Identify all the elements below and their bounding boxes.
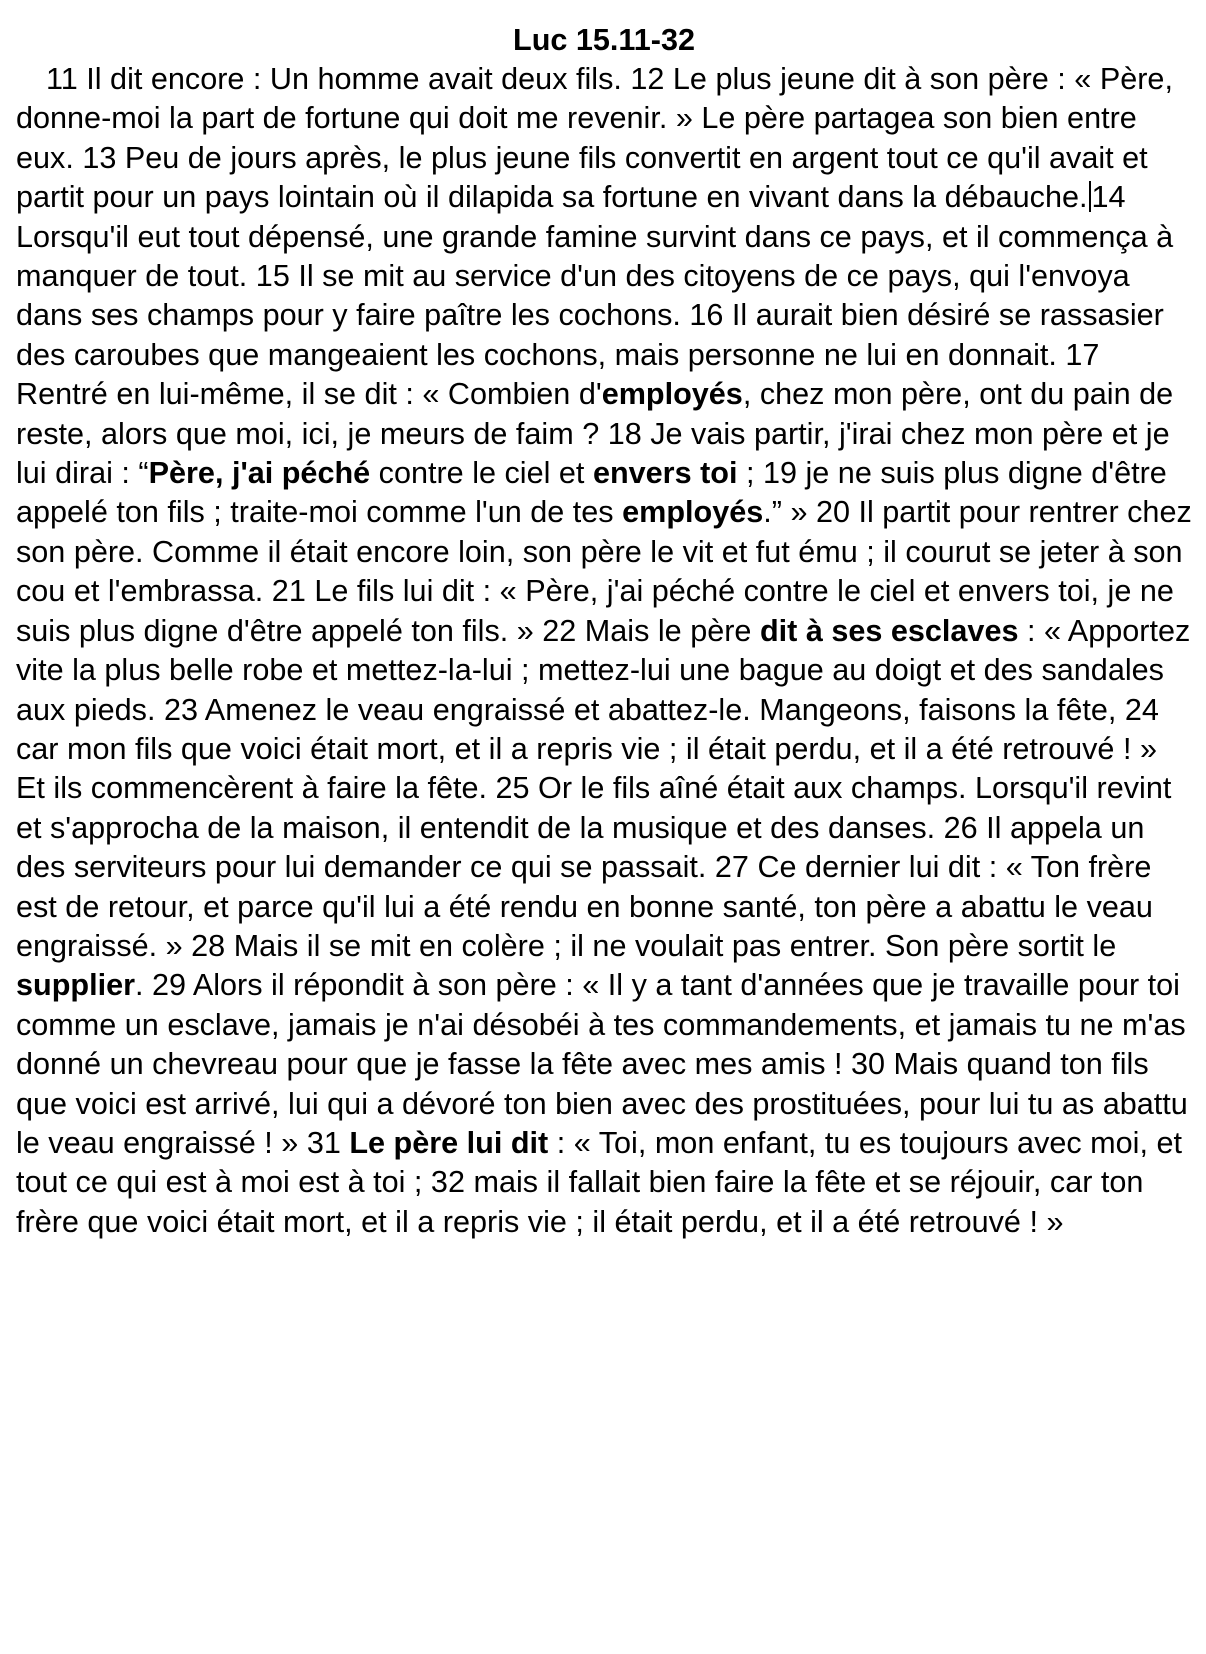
bold-segment: Père, j'ai péché [148,456,371,491]
text-cursor [1089,181,1091,212]
bold-segment: employés [601,377,743,412]
passage-body[interactable] [16,60,1192,1242]
text-segment: . 29 Alors il répondit à son père : « Il y a tant d'années que je travaille pour toi comme un esclave, jamais je n'ai désobéi à tes commandements, et jamais tu ne m'as donné un chevreau pour que je fasse la fête avec mes amis ! 30 Mais quand ton fils que voici est arrivé, lui qui a dévoré ton bien avec des prostituées, pour lui tu as abattu le veau engraissé ! » 31 [16,968,1188,1160]
text-segment: 14 Lorsqu'il eut tout dépensé, une grande famine survint dans ce pays, et il commença à manquer de tout. 15 Il se mit au service d'un des citoyens de ce pays, qui l'envoya dans ses champs pour y faire paître les cochons. 16 Il aurait bien désiré se rassasier des caroubes que mangeaient les cochons, mais personne ne lui en donnait. 17 Rentré en lui-même, il se dit : « Combien d' [16,180,1174,412]
bold-segment: envers toi [592,456,738,491]
text-segment: : « Toi, mon enfant, tu es toujours avec moi, et tout ce qui est à moi est à toi ; 32 mais il fallait bien faire la fête et se réjouir, car ton frère que voici était mort, et il a repris vie ; il était perdu, et il a été retrouvé ! » [16,1125,1182,1239]
text-segment: , chez mon père, ont du pain de reste, alors que moi, ici, je meurs de faim ? 18 Je vais partir, j'irai chez mon père et je lui dirai : “ [16,377,1174,491]
passage-title: Luc 15.11-32 [513,23,695,57]
bold-segment: supplier [16,968,135,1003]
text-segment: 11 Il dit encore : Un homme avait deux fils. 12 Le plus jeune dit à son père : « Père, donne-moi la part de fortune qui doit me revenir. » Le père partagea son bien entre eux. 13 Peu de jours après, le plus jeune fils convertit en argent tout ce qu'il avait et partit pour un pays lointain où il dilapida sa fortune en vivant dans la débauche. [16,62,1173,215]
bold-segment: dit à ses esclaves [759,613,1019,648]
bold-segment: Le père lui dit [349,1125,549,1160]
text-segment: .” » 20 Il partit pour rentrer chez son père. Comme il était encore loin, son père le vit et fut ému ; il courut se jeter à son cou et l'embrassa. 21 Le fils lui dit : « Père, j'ai péché contre le ciel et envers toi, je ne suis plus digne d'être appelé ton fils. » 22 Mais le père [16,495,1192,648]
document-page [16,20,1192,1242]
text-segment: contre le ciel et [370,456,593,491]
bold-segment: employés [622,495,764,530]
text-segment: ; 19 je ne suis plus digne d'être appelé ton fils ; traite-moi comme l'un de tes [16,456,1167,530]
text-segment: : « Apportez vite la plus belle robe et mettez-la-lui ; mettez-lui une bague au doigt et des sandales aux pieds. 23 Amenez le veau engraissé et abattez-le. Mangeons, faisons la fête, 24 car mon fils que voici était mort, et il a repris vie ; il était perdu, et il a été retrouvé ! » Et ils commencèrent à faire la fête. 25 Or le fils aîné était aux champs. Lorsqu'il revint et s'approcha de la maison, il entendit de la musique et des danses. 26 Il appela un des serviteurs pour lui demander ce qui se passait. 27 Ce dernier lui dit : « Ton frère est de retour, et parce qu'il lui a été rendu en bonne santé, ton père a abattu le veau engraissé. » 28 Mais il se mit en colère ; il ne voulait pas entrer. Son père sortit le [16,613,1191,963]
